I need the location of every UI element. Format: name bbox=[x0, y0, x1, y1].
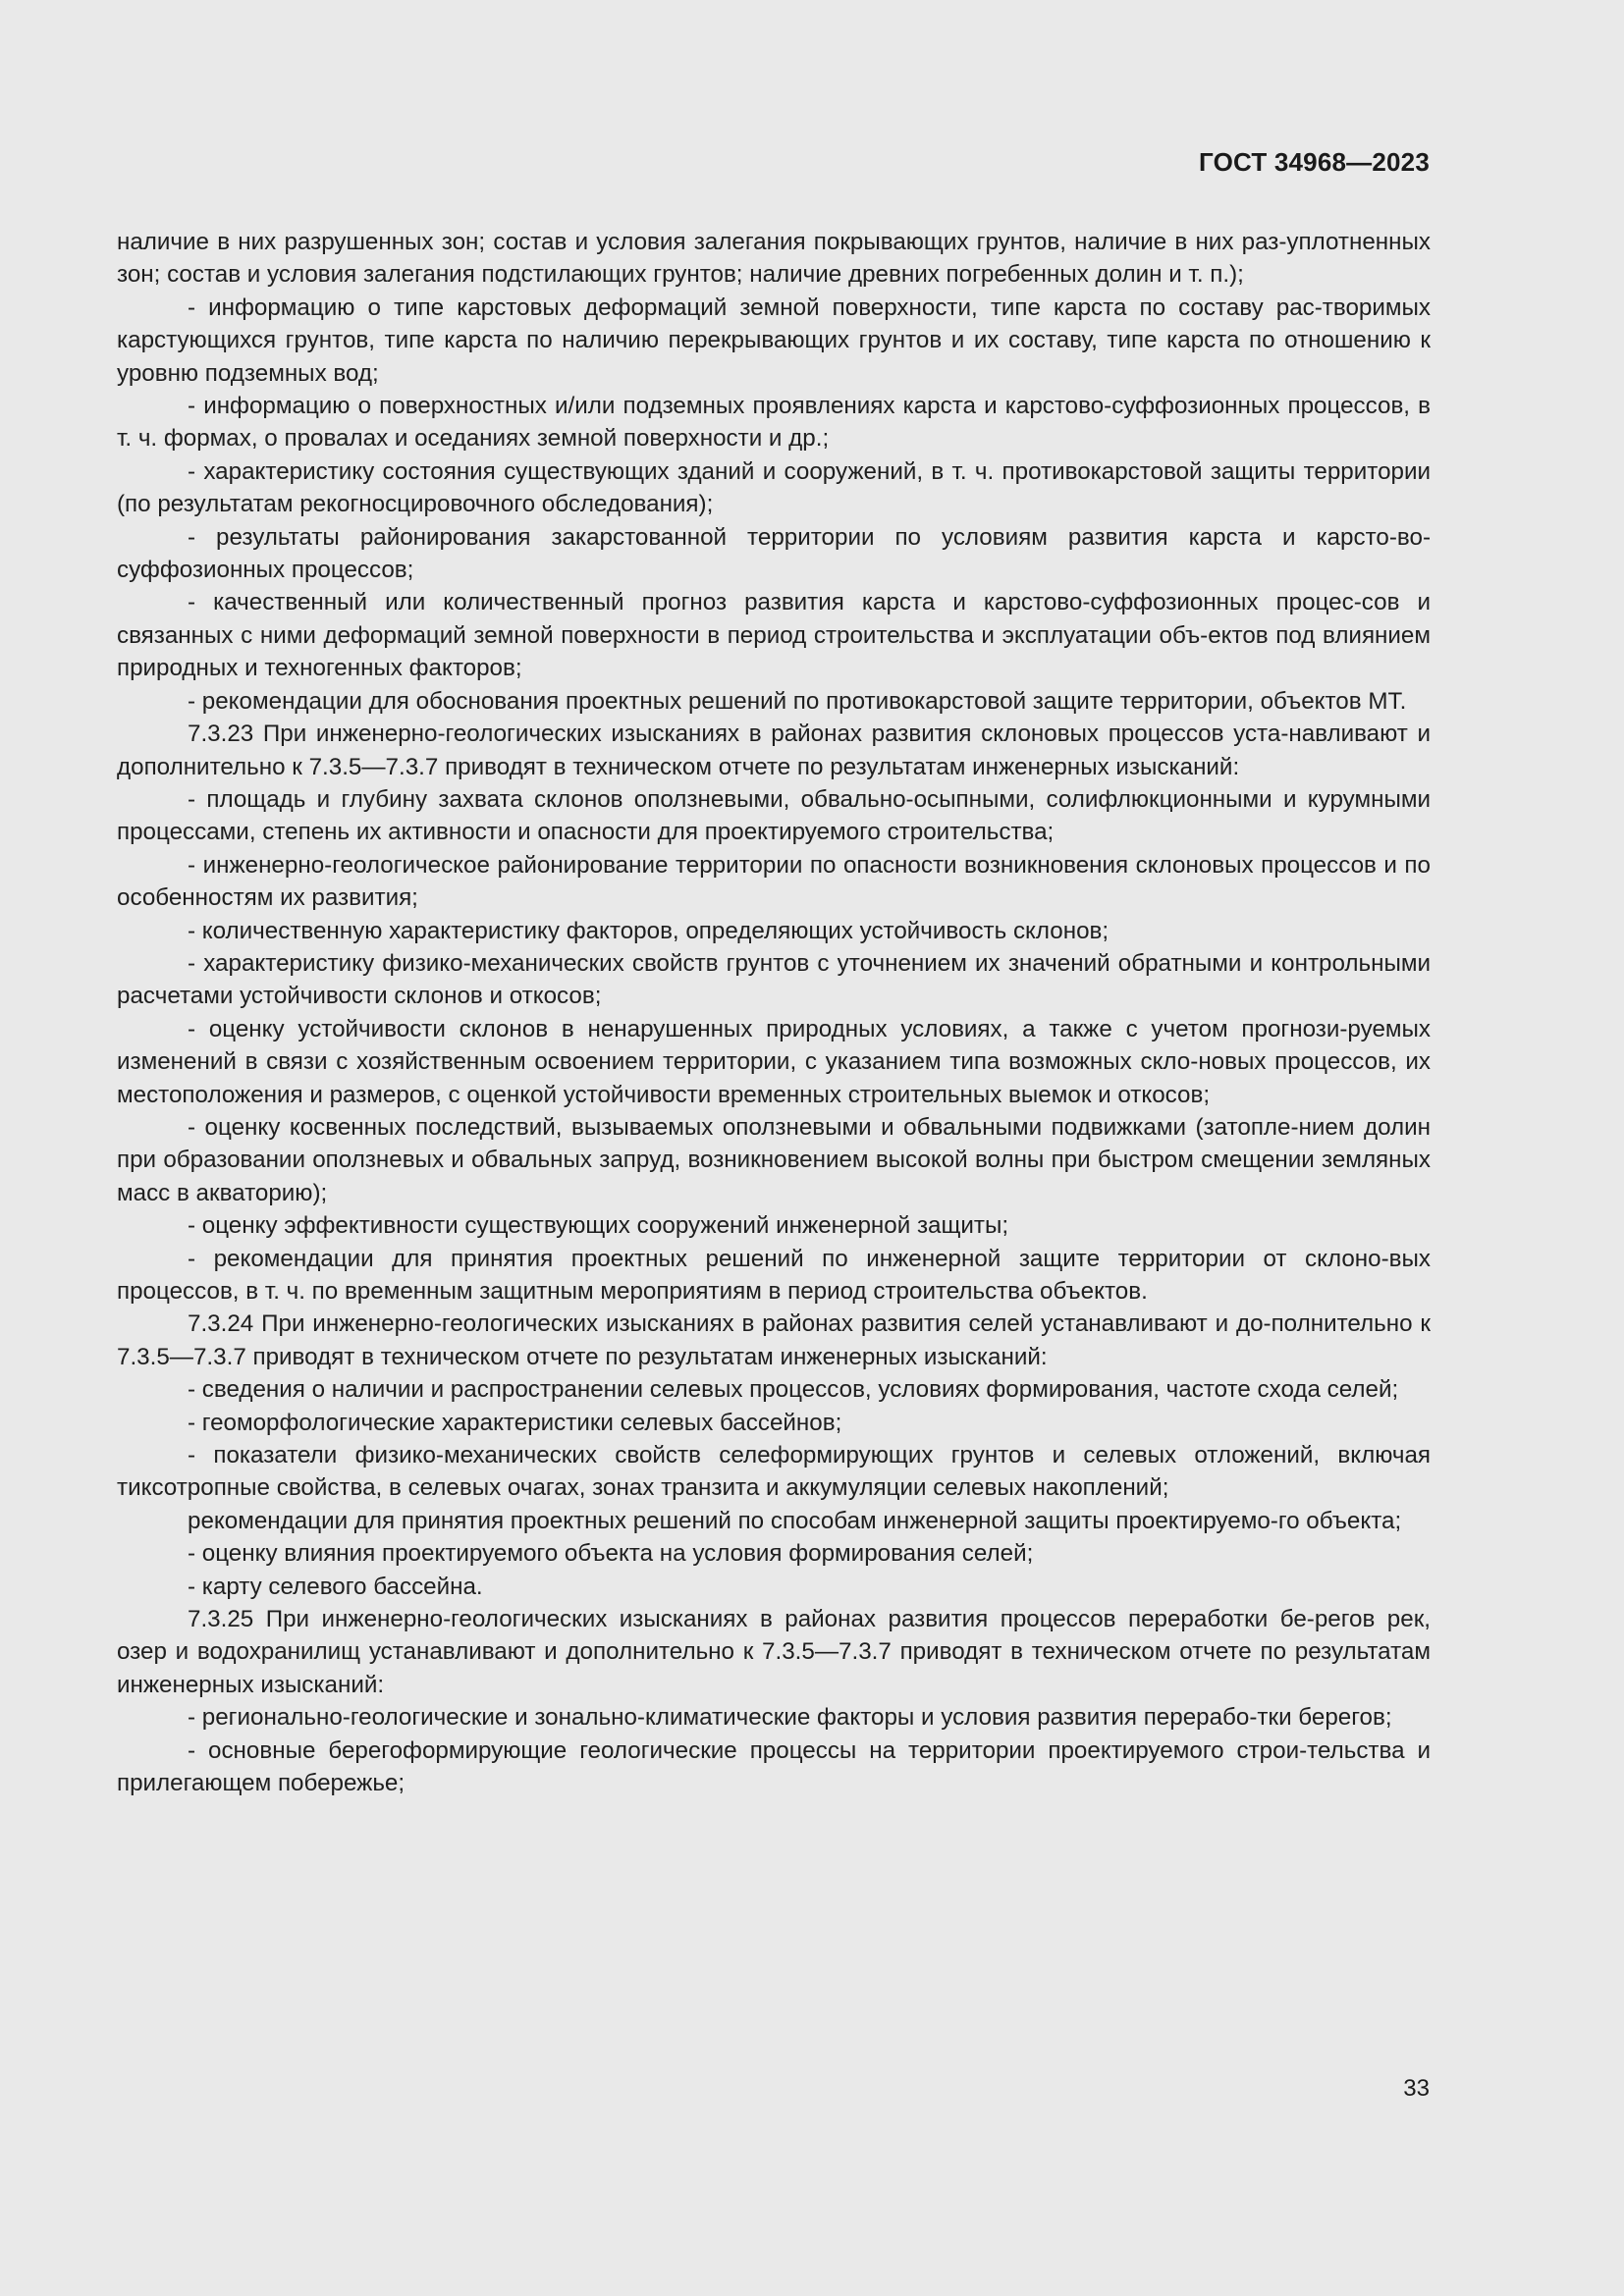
paragraph: - оценку косвенных последствий, вызываемых оползневыми и обвальными подвижками (затопле-нием долин при образовании оползневых и обвальных запруд, возникновением высокой волны при быстром смещении земляных масс в акваторию); bbox=[117, 1113, 1431, 1206]
paragraph: - основные берегоформирующие геологические процессы на территории проектируемого строи-тельства и прилегающем побережье; bbox=[117, 1736, 1431, 1797]
paragraph: - оценку эффективности существующих сооружений инженерной защиты; bbox=[188, 1212, 1009, 1240]
paragraph: - результаты районирования закарстованной территории по условиям развития карста и карсто-во-суффозионных процессов; bbox=[117, 523, 1431, 584]
paragraph: рекомендации для принятия проектных решений по способам инженерной защиты проектируемо-го объекта; bbox=[188, 1507, 1402, 1534]
paragraph: - площадь и глубину захвата склонов оползневыми, обвально-осыпными, солифлюкционными и курумными процессами, степень их активности и опасности для проектируемого строительства; bbox=[117, 785, 1431, 846]
paragraph: - карту селевого бассейна. bbox=[188, 1573, 483, 1600]
paragraph: - оценку влияния проектируемого объекта на условия формирования селей; bbox=[188, 1540, 1034, 1568]
paragraph: - количественную характеристику факторов, определяющих устойчивость склонов; bbox=[188, 917, 1110, 944]
paragraph: - характеристику состояния существующих зданий и сооружений, в т. ч. противокарстовой защиты территории (по результатам рекогносцировочного обследования); bbox=[117, 457, 1431, 518]
paragraph: - информацию о типе карстовых деформаций земной поверхности, типе карста по составу рас-творимых карстующихся грунтов, типе карста по наличию перекрывающих грунтов и их составу, типе карста по отношению к уровню подземных вод; bbox=[117, 294, 1431, 387]
paragraph: - характеристику физико-механических свойств грунтов с уточнением их значений обратными и контрольными расчетами устойчивости склонов и откосов; bbox=[117, 949, 1431, 1010]
paragraph: - рекомендации для принятия проектных решений по инженерной защите территории от склоно-вых процессов, в т. ч. по временным защитным мероприятиям в период строительства объектов. bbox=[117, 1245, 1431, 1305]
page-number: 33 bbox=[1403, 2075, 1430, 2102]
paragraph: 7.3.25 При инженерно-геологических изысканиях в районах развития процессов переработки бе-регов рек, озер и водохранилищ устанавливают и дополнительно к 7.3.5—7.3.7 приводят в техническом отчете по результатам инженерных изысканий: bbox=[117, 1606, 1431, 1698]
paragraph: - качественный или количественный прогноз развития карста и карстово-суффозионных процес-сов и связанных с ними деформаций земной поверхности в период строительства и эксплуатации объ-ектов под влиянием природных и техногенных факторов; bbox=[117, 589, 1431, 682]
paragraph: - оценку устойчивости склонов в ненарушенных природных условиях, а также с учетом прогнози-руемых изменений в связи с хозяйственным освоением территории, с указанием типа возможных скло-новых процессов, их местоположения и размеров, с оценкой устойчивости временных строительных выемок и откосов; bbox=[117, 1015, 1431, 1108]
paragraph: - геоморфологические характеристики селевых бассейнов; bbox=[188, 1409, 842, 1436]
paragraph: - сведения о наличии и распространении селевых процессов, условиях формирования, частоте схода селей; bbox=[188, 1376, 1399, 1404]
document-header: ГОСТ 34968—2023 bbox=[1199, 147, 1430, 177]
document-body bbox=[117, 226, 1431, 1800]
paragraph: - инженерно-геологическое районирование территории по опасности возникновения склоновых процессов и по особенностям их развития; bbox=[117, 851, 1431, 912]
paragraph: - показатели физико-механических свойств селеформирующих грунтов и селевых отложений, включая тиксотропные свойства, в селевых очагах, зонах транзита и аккумуляции селевых накоплений; bbox=[117, 1442, 1431, 1502]
paragraph: - информацию о поверхностных и/или подземных проявлениях карста и карстово-суффозионных процессов, в т. ч. формах, о провалах и оседаниях земной поверхности и др.; bbox=[117, 393, 1431, 453]
paragraph: - рекомендации для обоснования проектных решений по противокарстовой защите территории, объектов МТ. bbox=[188, 687, 1407, 715]
paragraph: 7.3.24 При инженерно-геологических изысканиях в районах развития селей устанавливают и до-полнительно к 7.3.5—7.3.7 приводят в техническом отчете по результатам инженерных изысканий: bbox=[117, 1310, 1431, 1370]
paragraph: - регионально-геологические и зонально-климатические факторы и условия развития перерабо-тки берегов; bbox=[188, 1704, 1392, 1732]
paragraph: наличие в них разрушенных зон; состав и условия залегания покрывающих грунтов, наличие в них раз-уплотненных зон; состав и условия залегания подстилающих грунтов; наличие древних погребенных долин и т. п.); bbox=[117, 229, 1431, 289]
paragraph: 7.3.23 При инженерно-геологических изысканиях в районах развития склоновых процессов уста-навливают и дополнительно к 7.3.5—7.3.7 приводят в техническом отчете по результатам инженерных изысканий: bbox=[117, 721, 1431, 780]
